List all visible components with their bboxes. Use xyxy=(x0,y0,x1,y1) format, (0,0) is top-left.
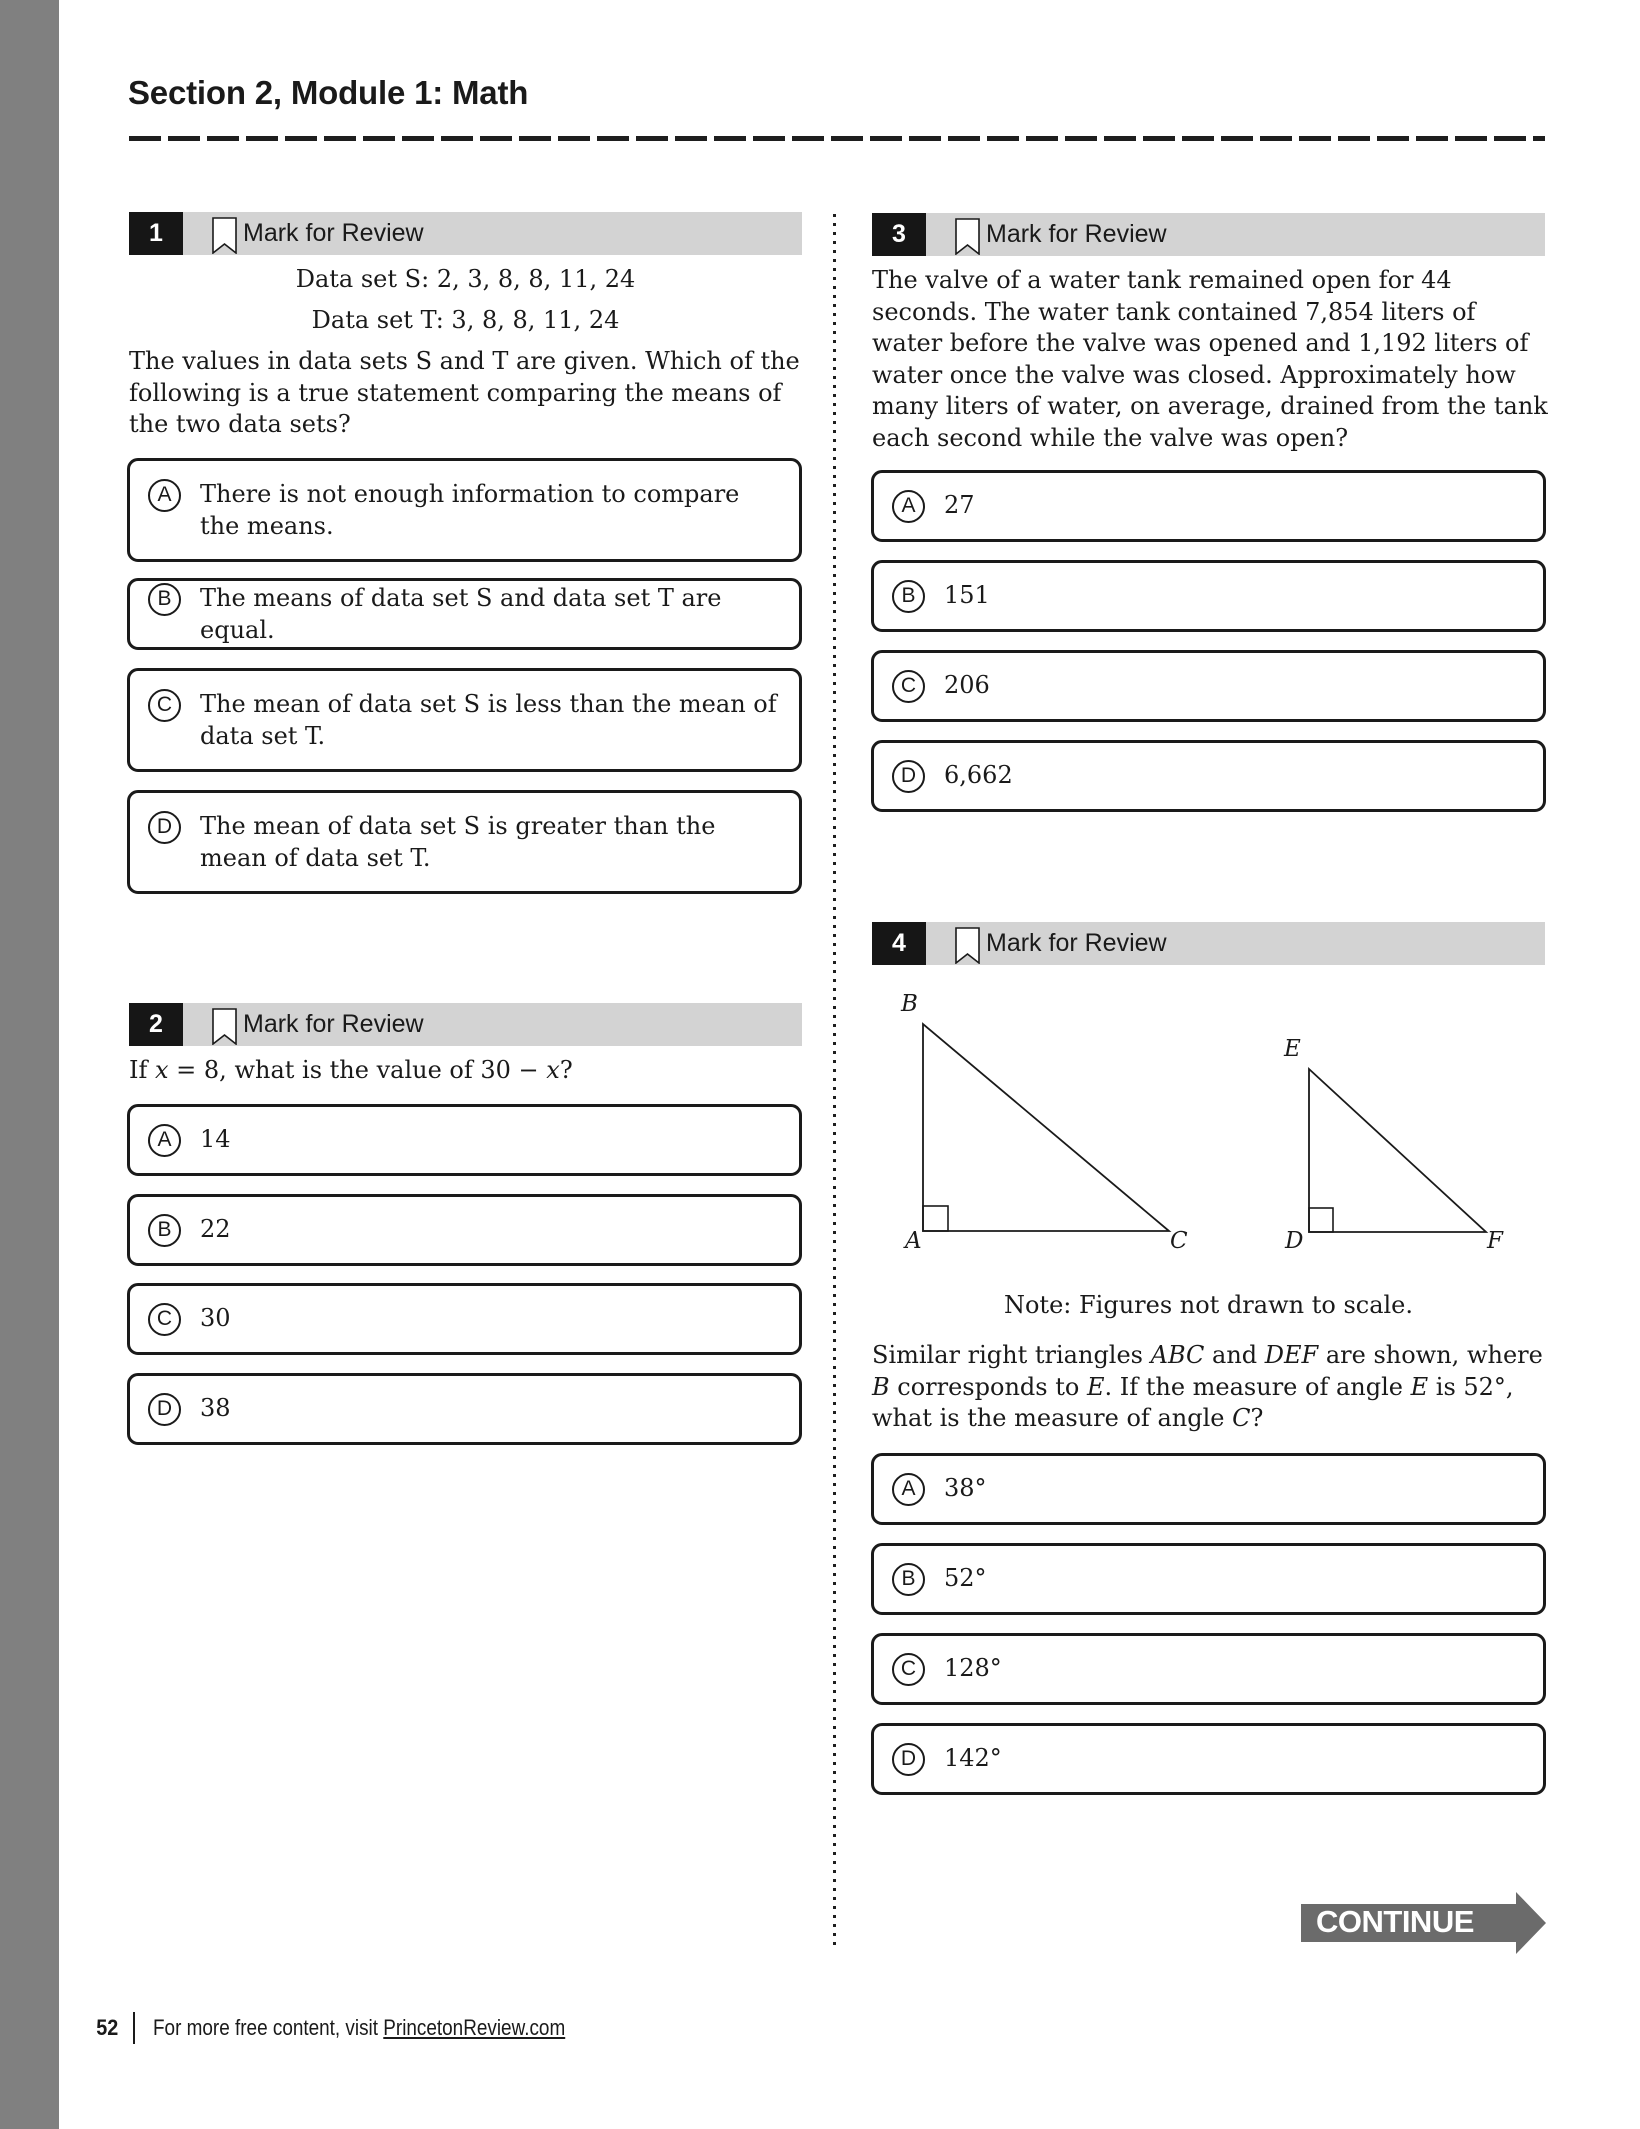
bookmark-icon[interactable] xyxy=(212,1008,237,1045)
answer-option-c[interactable] xyxy=(127,668,802,772)
prompt-text: ? xyxy=(1250,1404,1264,1432)
option-letter-circle: A xyxy=(148,1124,181,1157)
question-3-prompt: The valve of a water tank remained open for 44 seconds. The water tank contained 7,854 liters of water before the valve was opened and 1,192 liters of water once the valve was closed. Approximately how many liters of water, on average, drained from the tank each second while the valve was open? xyxy=(872,266,1548,452)
math-variable: C xyxy=(1232,1404,1251,1432)
answer-option-c[interactable] xyxy=(127,1283,802,1355)
option-text: The means of data set S and data set T are equal. xyxy=(200,584,722,644)
mark-for-review-button[interactable]: Mark for Review xyxy=(243,219,424,247)
math-variable: x xyxy=(546,1056,560,1084)
footer-separator xyxy=(133,2012,135,2044)
option-text: There is not enough information to compare the means. xyxy=(200,480,740,540)
mark-for-review-button[interactable]: Mark for Review xyxy=(243,1010,424,1038)
prompt-text: ? xyxy=(559,1056,573,1084)
option-text: 142° xyxy=(944,1744,1002,1772)
answer-option-a[interactable] xyxy=(871,1453,1546,1525)
vertex-label-d: D xyxy=(1285,1228,1304,1254)
prompt-text: and xyxy=(1204,1341,1265,1369)
option-text: 14 xyxy=(200,1125,231,1153)
continue-label: CONTINUE xyxy=(1316,1904,1474,1939)
vertex-label-a: A xyxy=(905,1228,922,1254)
answer-option-a[interactable] xyxy=(127,1104,802,1176)
prompt-text: = 8, what is the value of 30 − xyxy=(168,1056,547,1084)
prompt-text: corresponds to xyxy=(889,1372,1087,1401)
option-letter-circle: D xyxy=(148,1393,181,1426)
option-letter-circle: C xyxy=(148,1303,181,1336)
question-3-header xyxy=(872,213,1545,256)
option-text: 206 xyxy=(944,671,990,699)
question-number: 3 xyxy=(872,213,926,256)
option-letter-circle: D xyxy=(148,811,181,844)
option-letter-circle: C xyxy=(892,1653,925,1686)
answer-option-b[interactable] xyxy=(127,1194,802,1266)
similar-triangles-figure xyxy=(872,985,1545,1255)
title-dashed-rule xyxy=(129,136,1545,141)
option-text: 27 xyxy=(944,491,975,519)
option-letter-circle: B xyxy=(148,1214,181,1247)
princeton-review-link[interactable]: PrincetonReview.com xyxy=(383,2015,566,2040)
math-variable: x xyxy=(155,1056,169,1084)
answer-option-b[interactable] xyxy=(871,560,1546,632)
math-variable: B xyxy=(872,1372,890,1401)
question-1-header xyxy=(129,212,802,255)
option-text: The mean of data set S is greater than the mean of data set T. xyxy=(200,812,716,872)
page-title: Section 2, Module 1: Math xyxy=(128,74,529,111)
option-letter-circle: D xyxy=(892,760,925,793)
footer-caption: For more free content, visit xyxy=(152,2015,384,2040)
continue-button[interactable] xyxy=(1296,1890,1546,1956)
question-number: 2 xyxy=(129,1003,183,1046)
option-text: 38 xyxy=(200,1394,231,1422)
vertex-label-e: E xyxy=(1284,1036,1301,1062)
data-set-t: Data set T: 3, 8, 8, 11, 24 xyxy=(311,306,620,334)
question-number: 4 xyxy=(872,922,926,965)
triangles-diagram xyxy=(872,985,1545,1255)
answer-option-a[interactable] xyxy=(871,470,1546,542)
answer-option-c[interactable] xyxy=(871,1633,1546,1705)
answer-option-d[interactable] xyxy=(127,790,802,894)
answer-option-d[interactable] xyxy=(871,740,1546,812)
vertex-label-b: B xyxy=(901,991,918,1017)
prompt-text: . If the measure of angle xyxy=(1104,1372,1411,1401)
mark-for-review-button[interactable]: Mark for Review xyxy=(986,929,1167,957)
option-letter-circle: C xyxy=(148,689,181,722)
option-letter-circle: A xyxy=(892,1473,925,1506)
option-letter-circle: C xyxy=(892,670,925,703)
bookmark-icon[interactable] xyxy=(955,927,980,964)
data-set-s: Data set S: 2, 3, 8, 8, 11, 24 xyxy=(295,265,636,293)
option-text: 38° xyxy=(944,1474,987,1502)
bookmark-icon[interactable] xyxy=(955,218,980,255)
answer-option-c[interactable] xyxy=(871,650,1546,722)
answer-option-d[interactable] xyxy=(127,1373,802,1445)
vertex-label-c: C xyxy=(1170,1228,1188,1254)
option-text: 30 xyxy=(200,1304,231,1332)
question-1-prompt: The values in data sets S and T are given. Which of the following is a true statement comparing the means of the two data sets? xyxy=(129,347,800,438)
answer-option-b[interactable] xyxy=(127,578,802,650)
answer-option-b[interactable] xyxy=(871,1543,1546,1615)
option-text: 22 xyxy=(200,1215,231,1243)
math-variable: DEF xyxy=(1264,1341,1319,1369)
prompt-text: If xyxy=(129,1056,155,1084)
page-number: 52 xyxy=(96,2015,119,2040)
option-letter-circle: A xyxy=(892,490,925,523)
question-number: 1 xyxy=(129,212,183,255)
math-variable: E xyxy=(1410,1372,1429,1401)
prompt-text: what is the measure of angle xyxy=(872,1404,1233,1432)
vertex-label-f: F xyxy=(1487,1228,1503,1254)
prompt-text: is 52°, xyxy=(1428,1372,1514,1401)
question-4-header xyxy=(872,922,1545,965)
option-letter-circle: A xyxy=(148,479,181,512)
option-text: The mean of data set S is less than the mean of data set T. xyxy=(200,690,777,750)
question-4-prompt xyxy=(872,1340,1548,1435)
question-2-header xyxy=(129,1003,802,1046)
option-text: 128° xyxy=(944,1654,1002,1682)
option-letter-circle: B xyxy=(148,583,181,616)
page-edge-bar xyxy=(0,0,59,2129)
question-2-prompt xyxy=(129,1055,802,1087)
mark-for-review-button[interactable]: Mark for Review xyxy=(986,220,1167,248)
figure-note: Note: Figures not drawn to scale. xyxy=(1003,1291,1414,1319)
footer-text xyxy=(153,2015,565,2041)
option-letter-circle: B xyxy=(892,580,925,613)
math-variable: ABC xyxy=(1150,1341,1205,1369)
option-text: 52° xyxy=(944,1564,987,1592)
answer-option-d[interactable] xyxy=(871,1723,1546,1795)
prompt-text: are shown, where xyxy=(1318,1341,1543,1369)
column-divider xyxy=(833,214,836,1948)
answer-option-a[interactable] xyxy=(127,458,802,562)
option-letter-circle: B xyxy=(892,1563,925,1596)
option-text: 6,662 xyxy=(944,761,1013,789)
prompt-text: Similar right triangles xyxy=(872,1341,1151,1369)
bookmark-icon[interactable] xyxy=(212,217,237,254)
page-footer xyxy=(95,2008,632,2048)
option-letter-circle: D xyxy=(892,1743,925,1776)
option-text: 151 xyxy=(944,581,990,609)
math-variable: E xyxy=(1086,1372,1105,1401)
